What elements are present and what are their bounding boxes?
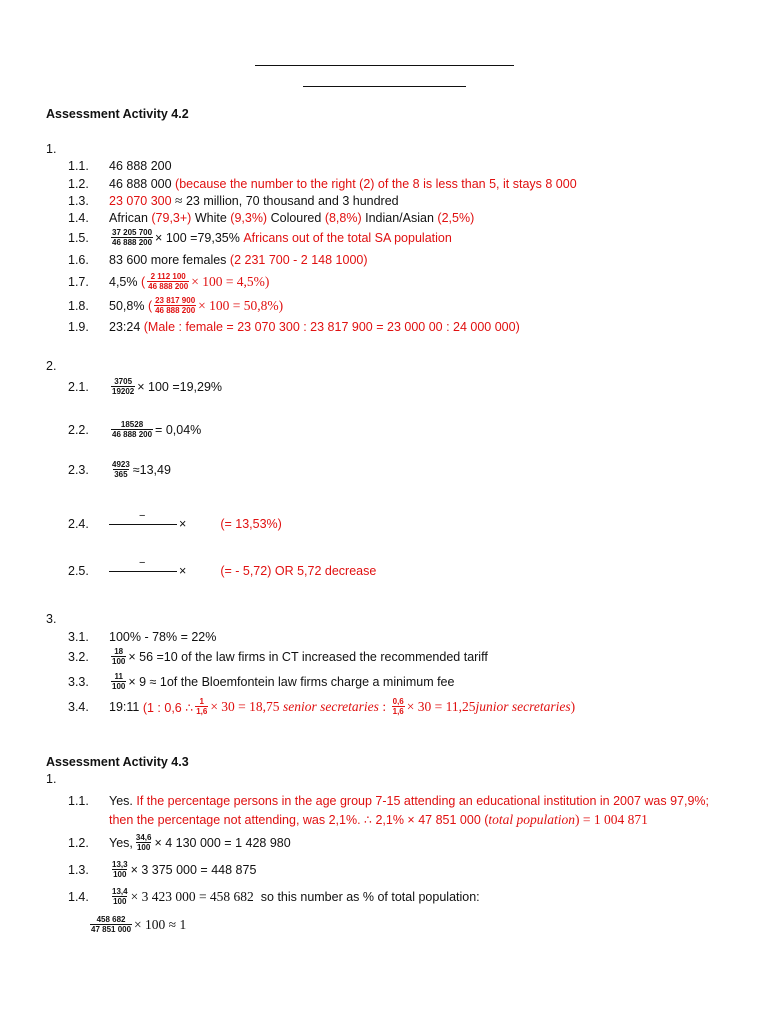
total-population-label: total population — [488, 812, 576, 827]
answer-1-7 — [68, 273, 269, 291]
numerator: 3705 — [114, 377, 133, 386]
denominator: 100 — [113, 897, 127, 906]
fraction — [147, 273, 189, 291]
answer-text: × 100 ≈ 1 — [134, 917, 187, 932]
answer-4-3-1-1 — [68, 792, 709, 810]
fraction — [111, 229, 153, 247]
junior-calc: × 30 = 11,25 — [406, 699, 476, 714]
numerator: 13,4 — [112, 887, 128, 896]
item-number: 1.7. — [68, 275, 89, 289]
fraction — [135, 834, 153, 852]
paren-open: ( — [140, 275, 146, 289]
group-indian-value: (2,5%) — [437, 211, 475, 225]
answer-2-5 — [68, 556, 377, 580]
fraction — [111, 673, 126, 691]
item-number: 1.3. — [68, 194, 89, 208]
item-number: 1.2. — [68, 836, 89, 850]
answer-text: ≈13,49 — [132, 463, 171, 477]
denominator: 100 — [112, 682, 126, 691]
numerator: 0,6 — [392, 697, 404, 706]
numerator: 18528 — [120, 420, 144, 429]
answer-text: × 9 ≈ 1of the Bloemfontein law firms charge a minimum fee — [128, 675, 455, 689]
denominator: 19202 — [112, 387, 135, 396]
answer-note: (Male : female = 23 070 300 : 23 817 900 = 23 000 00 : 24 000 000) — [143, 320, 520, 334]
question-3-label: 3. — [46, 612, 57, 626]
answer-value: 23 070 300 — [109, 194, 172, 208]
answer-2-3 — [68, 461, 171, 479]
numerator: 18 — [114, 647, 124, 656]
question-4-3-1-label: 1. — [46, 772, 57, 786]
fraction — [111, 461, 131, 479]
answer-text: Yes. — [109, 794, 133, 808]
answer-text: 23:24 — [109, 320, 141, 334]
item-number: 3.1. — [68, 630, 89, 644]
answer-note: Africans out of the total SA population — [243, 231, 452, 245]
answer-note: (= 13,53%) — [220, 517, 282, 531]
answer-note: If the percentage persons in the age group 7-15 attending an educational institution in 2007 was 97,9%; — [136, 794, 709, 808]
answer-1-2 — [68, 175, 577, 193]
denominator: 46 888 200 — [155, 306, 196, 315]
denominator: 100 — [113, 870, 127, 879]
fraction — [111, 648, 126, 666]
fraction — [111, 421, 153, 439]
answer-note: (2 231 700 - 2 148 1000) — [229, 253, 368, 267]
denominator: 100 — [136, 843, 151, 852]
item-number: 2.3. — [68, 463, 89, 477]
denominator: 1,6 — [392, 707, 404, 716]
minus-sign: − — [139, 509, 146, 522]
heading-activity-4-2: Assessment Activity 4.2 — [46, 107, 189, 121]
fraction — [90, 916, 132, 934]
empty-fraction-bar — [109, 509, 177, 525]
answer-3-1 — [68, 628, 216, 646]
answer-text: × 100 =19,29% — [137, 380, 223, 394]
answer-4-3-1-4 — [68, 888, 480, 906]
fraction-senior — [195, 698, 208, 716]
item-number: 2.2. — [68, 423, 89, 437]
answer-text: × 3 375 000 = 448 875 — [130, 863, 257, 877]
answer-text: 46 888 000 — [109, 177, 172, 191]
item-number: 1.2. — [68, 177, 89, 191]
item-number: 2.5. — [68, 564, 89, 578]
answer-text: = 0,04% — [155, 423, 202, 437]
answer-text: 83 600 more females — [109, 253, 227, 267]
answer-3-2 — [68, 648, 488, 666]
item-number: 2.1. — [68, 380, 89, 394]
item-number: 1.5. — [68, 231, 89, 245]
denominator: 365 — [114, 470, 128, 479]
answer-text: × 100 =79,35% — [155, 231, 240, 245]
continued-text: then the percentage not attending, was 2,1%. ∴ 2,1% × 47 851 000 ( — [109, 813, 489, 827]
numerator: 13,3 — [112, 860, 128, 869]
ratio-colon: : — [382, 699, 387, 714]
numerator: 11 — [114, 672, 123, 681]
answer-1-8 — [68, 297, 283, 315]
answer-1-3 — [68, 192, 399, 210]
numerator: 23 817 900 — [155, 296, 196, 305]
times-sign: × — [179, 564, 187, 578]
answer-note: (= - 5,72) OR 5,72 decrease — [220, 564, 377, 578]
answer-text: 4,5% — [109, 275, 138, 289]
denominator: 46 888 200 — [112, 430, 153, 439]
ratio-open: (1 : 0,6 ∴ — [142, 700, 194, 715]
answer-4-3-1-4-result — [88, 916, 186, 934]
item-number: 1.9. — [68, 320, 89, 334]
senior-calc: × 30 = 18,75 — [210, 699, 280, 714]
item-number: 3.2. — [68, 650, 89, 664]
numerator: 2 112 100 — [150, 272, 186, 281]
answer-3-3 — [68, 673, 454, 691]
answer-text: 23 million, 70 thousand and 3 hundred — [185, 194, 399, 208]
answer-tail: × 100 = 4,5%) — [191, 274, 270, 289]
denominator: 1,6 — [196, 707, 208, 716]
answer-text: × 4 130 000 = 1 428 980 — [154, 836, 291, 850]
group-indian: Indian/Asian — [365, 211, 434, 225]
numerator: 34,6 — [135, 833, 152, 842]
denominator: 46 888 200 — [112, 238, 153, 247]
item-number: 3.3. — [68, 675, 89, 689]
paren-open: ( — [147, 299, 153, 313]
item-number: 1.3. — [68, 863, 89, 877]
approx-symbol: ≈ — [175, 193, 183, 208]
continued-end: ) = 1 004 871 — [575, 812, 648, 827]
numerator: 458 682 — [96, 915, 126, 924]
numerator: 1 — [199, 697, 204, 706]
item-number: 1.8. — [68, 299, 89, 313]
item-number: 1.1. — [68, 794, 89, 808]
answer-text: 19:11 — [109, 700, 140, 714]
times-sign: × — [179, 517, 187, 531]
answer-4-3-1-2 — [68, 834, 291, 852]
numerator: 4923 — [112, 460, 130, 469]
answer-1-9 — [68, 318, 520, 336]
group-african: African — [109, 211, 148, 225]
item-number: 3.4. — [68, 700, 89, 714]
answer-1-4 — [68, 209, 474, 227]
answer-1-1 — [68, 157, 172, 175]
group-african-value: (79,3+) — [151, 211, 192, 225]
group-coloured-value: (8,8%) — [324, 211, 362, 225]
minus-sign: − — [139, 556, 146, 569]
group-coloured: Coloured — [270, 211, 322, 225]
group-white-value: (9,3%) — [230, 211, 268, 225]
answer-note: so this number as % of total population: — [260, 890, 480, 904]
answer-3-4 — [68, 698, 575, 716]
item-number: 1.6. — [68, 253, 89, 267]
title-rule-bottom — [303, 86, 466, 87]
senior-label: senior secretaries — [283, 699, 379, 714]
item-number: 1.4. — [68, 211, 89, 225]
denominator: 46 888 200 — [148, 282, 189, 291]
answer-text: × 56 =10 of the law firms in CT increased the recommended tariff — [128, 650, 488, 664]
answer-note: (because the number to the right (2) of the 8 is less than 5, it stays 8 000 — [175, 177, 577, 191]
item-number: 1.1. — [68, 159, 89, 173]
numerator: 37 205 700 — [112, 228, 153, 237]
fraction — [111, 888, 129, 906]
answer-2-1 — [68, 378, 222, 396]
answer-tail: × 100 = 50,8%) — [198, 298, 284, 313]
answer-text: 50,8% — [109, 299, 145, 313]
answer-1-6 — [68, 251, 368, 269]
fraction-junior — [392, 698, 405, 716]
answer-2-4 — [68, 509, 282, 533]
fraction — [111, 861, 129, 879]
group-white: White — [194, 211, 227, 225]
answer-prefix: Yes, — [109, 836, 133, 850]
answer-2-2 — [68, 421, 201, 439]
empty-fraction-bar — [109, 556, 177, 572]
item-number: 1.4. — [68, 890, 89, 904]
question-1-label: 1. — [46, 142, 57, 156]
fraction — [111, 378, 135, 396]
junior-label: junior secretaries — [475, 699, 571, 714]
denominator: 47 851 000 — [91, 925, 132, 934]
answer-text: × 3 423 000 = 458 682 — [130, 889, 254, 904]
answer-1-5 — [68, 229, 452, 247]
answer-text: 46 888 200 — [109, 159, 172, 173]
ratio-close: ) — [570, 699, 576, 714]
answer-4-3-1-1-continued — [109, 812, 648, 828]
item-number: 2.4. — [68, 517, 89, 531]
denominator: 100 — [112, 657, 126, 666]
question-2-label: 2. — [46, 359, 57, 373]
answer-text: 100% - 78% = 22% — [109, 630, 217, 644]
heading-activity-4-3: Assessment Activity 4.3 — [46, 755, 189, 769]
title-rule-top — [255, 65, 514, 66]
answer-4-3-1-3 — [68, 861, 256, 879]
fraction — [154, 297, 196, 315]
